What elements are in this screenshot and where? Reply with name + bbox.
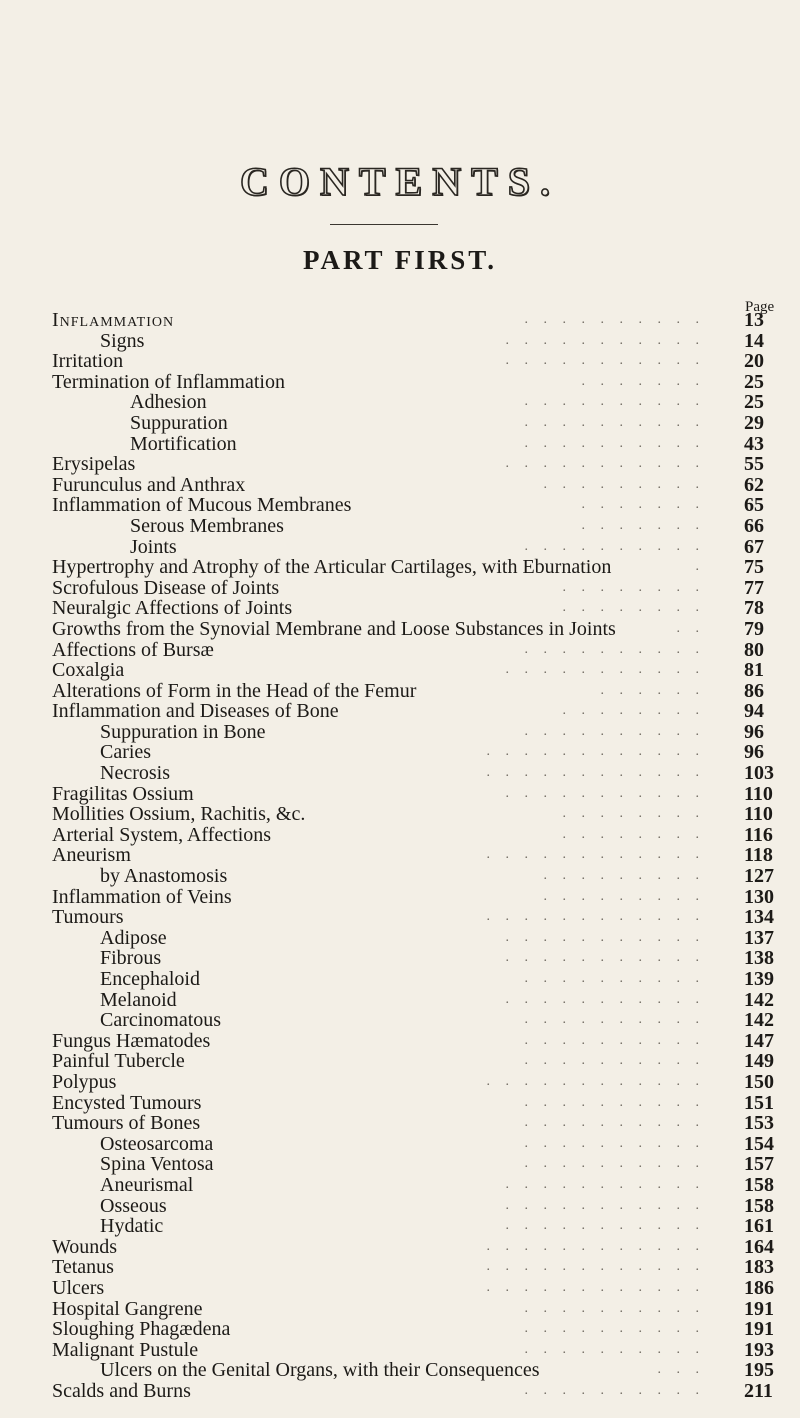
leader-dots: . . . . . . . . . . . bbox=[505, 353, 705, 369]
leader-dots: . . . . . . . . . . bbox=[524, 1321, 705, 1337]
entry-label: Carcinomatous bbox=[100, 1009, 222, 1032]
entry-page: 157 bbox=[744, 1153, 774, 1176]
page-column-label: Page bbox=[745, 299, 775, 315]
list-item bbox=[0, 1093, 800, 1114]
list-item bbox=[0, 948, 800, 969]
entry-page: 211 bbox=[744, 1379, 773, 1402]
entry-page: 147 bbox=[744, 1029, 774, 1052]
leader-dots: . . . . . . . . . . bbox=[524, 1012, 705, 1028]
entry-label: Joints bbox=[130, 535, 177, 558]
leader-dots: . . . . . . . . . . . . bbox=[486, 765, 705, 781]
entry-label: Ulcers bbox=[52, 1276, 105, 1299]
entry-page: 66 bbox=[744, 514, 764, 537]
list-item bbox=[0, 701, 800, 722]
leader-dots: . . . . . . . . . . . . bbox=[486, 744, 705, 760]
entry-label: Coxalgia bbox=[52, 659, 125, 682]
leader-dots: . . . . . . . . . bbox=[543, 868, 705, 884]
entry-label: Neuralgic Affections of Joints bbox=[52, 597, 293, 620]
entry-label: Spina Ventosa bbox=[100, 1153, 214, 1176]
entry-page: 142 bbox=[744, 1009, 774, 1032]
entry-page: 137 bbox=[744, 926, 774, 949]
entry-page: 161 bbox=[744, 1215, 774, 1238]
entry-label: Mollities Ossium, Rachitis, &c. bbox=[52, 803, 306, 826]
entry-page: 142 bbox=[744, 988, 774, 1011]
entry-label: Encephaloid bbox=[100, 968, 200, 990]
list-item bbox=[0, 372, 800, 393]
leader-dots: . . . . . . . . . . . . bbox=[486, 1238, 705, 1254]
leader-dots: . . . . . . . bbox=[581, 373, 705, 389]
leader-dots: . . . . . . . . . . bbox=[524, 971, 705, 986]
entry-label: Termination of Inflammation bbox=[52, 370, 285, 393]
leader-dots: . . . . . . . . . . bbox=[524, 723, 705, 739]
list-item bbox=[0, 1381, 800, 1402]
list-item bbox=[0, 557, 800, 578]
leader-dots: . bbox=[695, 559, 705, 575]
list-item bbox=[0, 392, 800, 413]
leader-dots: . . . . . . . . . . bbox=[524, 394, 705, 410]
entry-page: 103 bbox=[744, 762, 774, 785]
entry-label: Growths from the Synovial Membrane and Loose Substances in Joints bbox=[52, 617, 616, 640]
entry-page: 191 bbox=[744, 1318, 774, 1341]
list-item bbox=[0, 331, 800, 352]
entry-label: Aneurismal bbox=[100, 1173, 194, 1196]
list-item bbox=[0, 1196, 800, 1217]
part-heading: PART FIRST. bbox=[302, 245, 498, 275]
entry-label: Suppuration in Bone bbox=[100, 720, 266, 743]
entry-page: 81 bbox=[744, 659, 764, 682]
entry-page: 151 bbox=[744, 1091, 774, 1114]
leader-dots: . . . . . . . . . . . bbox=[505, 950, 705, 966]
entry-page: 67 bbox=[744, 535, 764, 558]
entry-page: 25 bbox=[744, 370, 764, 393]
entry-page: 130 bbox=[744, 885, 774, 908]
entry-label: Ulcers on the Genital Organs, with their Consequences bbox=[100, 1359, 540, 1382]
entry-label: Caries bbox=[100, 741, 152, 764]
entry-page: 14 bbox=[744, 329, 764, 352]
leader-dots: . . . . . . . . . . . bbox=[505, 1176, 705, 1192]
leader-dots: . . . . . . . . . . bbox=[524, 1156, 705, 1172]
entry-label: Sloughing Phagædena bbox=[52, 1318, 231, 1341]
entry-label: Hospital Gangrene bbox=[52, 1297, 203, 1320]
entry-label: Inflammation of Veins bbox=[52, 885, 232, 908]
list-item bbox=[0, 742, 800, 763]
entry-page: 80 bbox=[744, 638, 764, 661]
list-item bbox=[0, 1340, 800, 1361]
entry-page: 25 bbox=[744, 391, 764, 414]
leader-dots: . . . . . . . . . . . bbox=[505, 929, 705, 945]
list-item bbox=[0, 969, 800, 990]
list-item bbox=[0, 866, 800, 887]
list-item bbox=[0, 990, 800, 1011]
entry-label: Inflammation and Diseases of Bone bbox=[52, 700, 339, 723]
entry-label: Mortification bbox=[130, 432, 237, 455]
leader-dots: . . . . . . . . . . bbox=[524, 312, 705, 327]
entry-label: Tetanus bbox=[52, 1256, 114, 1279]
leader-dots: . . . . . . . bbox=[581, 497, 705, 513]
list-item bbox=[0, 537, 800, 558]
entry-label: Furunculus and Anthrax bbox=[52, 473, 246, 496]
list-item bbox=[0, 640, 800, 661]
entry-page: 118 bbox=[744, 844, 773, 867]
entry-page: 86 bbox=[744, 679, 764, 702]
list-item bbox=[0, 1154, 800, 1175]
leader-dots: . . . . . . . . . . bbox=[524, 1341, 705, 1357]
entry-label: Fibrous bbox=[100, 947, 162, 970]
entry-label: Inflammation bbox=[52, 309, 175, 331]
list-item bbox=[0, 928, 800, 949]
leader-dots: . . . . . . . bbox=[581, 517, 705, 533]
entry-label: Serous Membranes bbox=[130, 514, 284, 537]
entry-label: Suppuration bbox=[130, 411, 228, 434]
leader-dots: . . . . . . . . . . . . bbox=[486, 1073, 705, 1089]
entry-label: Malignant Pustule bbox=[52, 1338, 199, 1361]
list-item bbox=[0, 1278, 800, 1299]
list-item bbox=[0, 1134, 800, 1155]
entry-page: 193 bbox=[744, 1338, 774, 1361]
entry-page: 139 bbox=[744, 968, 774, 990]
entry-label: Polypus bbox=[52, 1070, 117, 1093]
list-item bbox=[0, 681, 800, 702]
leader-dots: . . . . . . . . . . bbox=[524, 1094, 705, 1110]
list-item bbox=[0, 784, 800, 805]
entry-page: 55 bbox=[744, 453, 764, 476]
entry-page: 94 bbox=[744, 700, 764, 723]
leader-dots: . . . . . . . . . . bbox=[524, 1135, 705, 1151]
leader-dots: . . . . . . . . . . . bbox=[505, 1218, 705, 1234]
list-item bbox=[0, 845, 800, 866]
entry-page: 110 bbox=[744, 782, 773, 805]
leader-dots: . . . . . . . . . . . bbox=[505, 332, 705, 348]
entry-page: 43 bbox=[744, 432, 764, 455]
leader-dots: . . . . . . . . . . . . bbox=[486, 1279, 705, 1295]
list-item bbox=[0, 1257, 800, 1278]
entry-label: Painful Tubercle bbox=[52, 1050, 185, 1073]
page-title: CONTENTS. bbox=[239, 159, 561, 204]
entry-page: 79 bbox=[744, 617, 764, 640]
leader-dots: . . . . . . . . . . . . bbox=[486, 1259, 705, 1275]
list-item bbox=[0, 887, 800, 908]
list-item bbox=[0, 722, 800, 743]
entry-page: 149 bbox=[744, 1050, 774, 1073]
entry-label: Adipose bbox=[100, 926, 167, 949]
entry-label: Wounds bbox=[52, 1235, 118, 1258]
list-item bbox=[0, 1360, 800, 1381]
leader-dots: . . . . . . . . . . . . bbox=[486, 847, 705, 863]
entry-page: 29 bbox=[744, 411, 764, 434]
leader-dots: . . . . . . . . . . bbox=[524, 1300, 705, 1316]
entry-label: Hypertrophy and Atrophy of the Articular Cartilages, with Eburnation bbox=[52, 556, 612, 579]
list-item bbox=[0, 434, 800, 455]
leader-dots: . . . . . . . . bbox=[562, 703, 705, 719]
leader-dots: . . . . . . . . . . . bbox=[505, 662, 705, 678]
entry-page: 164 bbox=[744, 1235, 774, 1258]
list-item bbox=[0, 495, 800, 516]
leader-dots: . . . . . . . . . . . bbox=[505, 991, 705, 1007]
leader-dots: . . . . . . . . . . bbox=[524, 1115, 705, 1131]
leader-dots: . . . . . . . . . . . bbox=[505, 456, 705, 472]
leader-dots: . . . bbox=[657, 1362, 705, 1378]
entry-page: 138 bbox=[744, 947, 774, 970]
entry-page: 186 bbox=[744, 1276, 774, 1299]
contents-list bbox=[0, 310, 800, 1401]
entry-page: 153 bbox=[744, 1112, 774, 1135]
list-item bbox=[0, 1237, 800, 1258]
entry-page: 127 bbox=[744, 865, 774, 888]
entry-label: Hydatic bbox=[100, 1215, 164, 1238]
entry-label: Scalds and Burns bbox=[52, 1379, 191, 1402]
entry-label: Affections of Bursæ bbox=[52, 638, 214, 661]
list-item bbox=[0, 454, 800, 475]
entry-page: 96 bbox=[744, 720, 764, 743]
leader-dots: . . . . . . . . . . bbox=[524, 641, 705, 657]
list-item bbox=[0, 1072, 800, 1093]
entry-label: Erysipelas bbox=[52, 453, 136, 476]
list-item bbox=[0, 1319, 800, 1340]
entry-label: Melanoid bbox=[100, 988, 177, 1011]
entry-label: Inflammation of Mucous Membranes bbox=[52, 494, 352, 517]
entry-label: Irritation bbox=[52, 350, 124, 373]
leader-dots: . . . . . . . . . . bbox=[524, 435, 705, 451]
entry-page: 154 bbox=[744, 1132, 774, 1155]
leader-dots: . . . . . . . . . . bbox=[524, 414, 705, 430]
list-item bbox=[0, 598, 800, 619]
entry-page: 134 bbox=[744, 906, 774, 929]
entry-label: Osseous bbox=[100, 1194, 167, 1217]
list-item bbox=[0, 310, 800, 331]
leader-dots: . . . . . . . . . . . bbox=[505, 785, 705, 801]
leader-dots: . . . . . . . . bbox=[562, 806, 705, 822]
list-item bbox=[0, 475, 800, 496]
leader-dots: . . . . . . . . . . bbox=[524, 1382, 705, 1398]
leader-dots: . . . . . . . . . bbox=[543, 476, 705, 492]
entry-label: Aneurism bbox=[52, 844, 131, 867]
entry-label: Tumours of Bones bbox=[52, 1112, 201, 1135]
list-item bbox=[0, 413, 800, 434]
entry-label: Fungus Hæmatodes bbox=[52, 1029, 211, 1052]
entry-page: 62 bbox=[744, 473, 764, 496]
entry-page: 158 bbox=[744, 1173, 774, 1196]
entry-page: 195 bbox=[744, 1359, 774, 1382]
leader-dots: . . . . . . . . bbox=[562, 579, 705, 595]
leader-dots: . . . . . . . . . . bbox=[524, 538, 705, 554]
list-item bbox=[0, 1175, 800, 1196]
list-item bbox=[0, 1113, 800, 1134]
entry-label: Tumours bbox=[52, 906, 124, 929]
list-item bbox=[0, 516, 800, 537]
list-item bbox=[0, 660, 800, 681]
leader-dots: . . . . . . bbox=[600, 682, 705, 698]
leader-dots: . . . . . . . . . . . bbox=[505, 1197, 705, 1213]
entry-page: 150 bbox=[744, 1070, 774, 1093]
list-item bbox=[0, 1299, 800, 1320]
entry-page: 183 bbox=[744, 1256, 774, 1279]
entry-page: 191 bbox=[744, 1297, 774, 1320]
leader-dots: . . . . . . . . . . bbox=[524, 1053, 705, 1069]
entry-label: Scrofulous Disease of Joints bbox=[52, 576, 280, 599]
entry-label: Adhesion bbox=[130, 391, 207, 414]
entry-page: 116 bbox=[744, 823, 773, 846]
entry-page: 13 bbox=[744, 309, 764, 331]
entry-page: 96 bbox=[744, 741, 764, 764]
entry-label: Osteosarcoma bbox=[100, 1132, 214, 1155]
leader-dots: . . . . . . . . bbox=[562, 826, 705, 842]
entry-label: by Anastomosis bbox=[100, 865, 228, 888]
list-item bbox=[0, 907, 800, 928]
leader-dots: . . . . . . . . bbox=[562, 600, 705, 616]
entry-page: 75 bbox=[744, 556, 764, 579]
entry-label: Necrosis bbox=[100, 762, 170, 785]
entry-page: 158 bbox=[744, 1194, 774, 1217]
list-item bbox=[0, 763, 800, 784]
leader-dots: . . . . . . . . . bbox=[543, 888, 705, 904]
list-item bbox=[0, 1051, 800, 1072]
entry-page: 77 bbox=[744, 576, 764, 599]
entry-page: 110 bbox=[744, 803, 773, 826]
entry-page: 78 bbox=[744, 597, 764, 620]
entry-label: Alterations of Form in the Head of the Femur bbox=[52, 679, 417, 702]
list-item bbox=[0, 619, 800, 640]
entry-label: Fragilitas Ossium bbox=[52, 782, 194, 805]
list-item bbox=[0, 578, 800, 599]
title-rule bbox=[330, 224, 438, 225]
list-item bbox=[0, 1216, 800, 1237]
entry-label: Signs bbox=[100, 329, 145, 352]
list-item bbox=[0, 1031, 800, 1052]
entry-page: 65 bbox=[744, 494, 764, 517]
entry-page: 20 bbox=[744, 350, 764, 373]
list-item bbox=[0, 804, 800, 825]
leader-dots: . . . . . . . . . . . . bbox=[486, 909, 705, 925]
entry-label: Arterial System, Affections bbox=[52, 823, 272, 846]
leader-dots: . . bbox=[676, 620, 705, 636]
list-item bbox=[0, 825, 800, 846]
entry-label: Encysted Tumours bbox=[52, 1091, 202, 1114]
leader-dots: . . . . . . . . . . bbox=[524, 1032, 705, 1048]
list-item bbox=[0, 1010, 800, 1031]
list-item bbox=[0, 351, 800, 372]
